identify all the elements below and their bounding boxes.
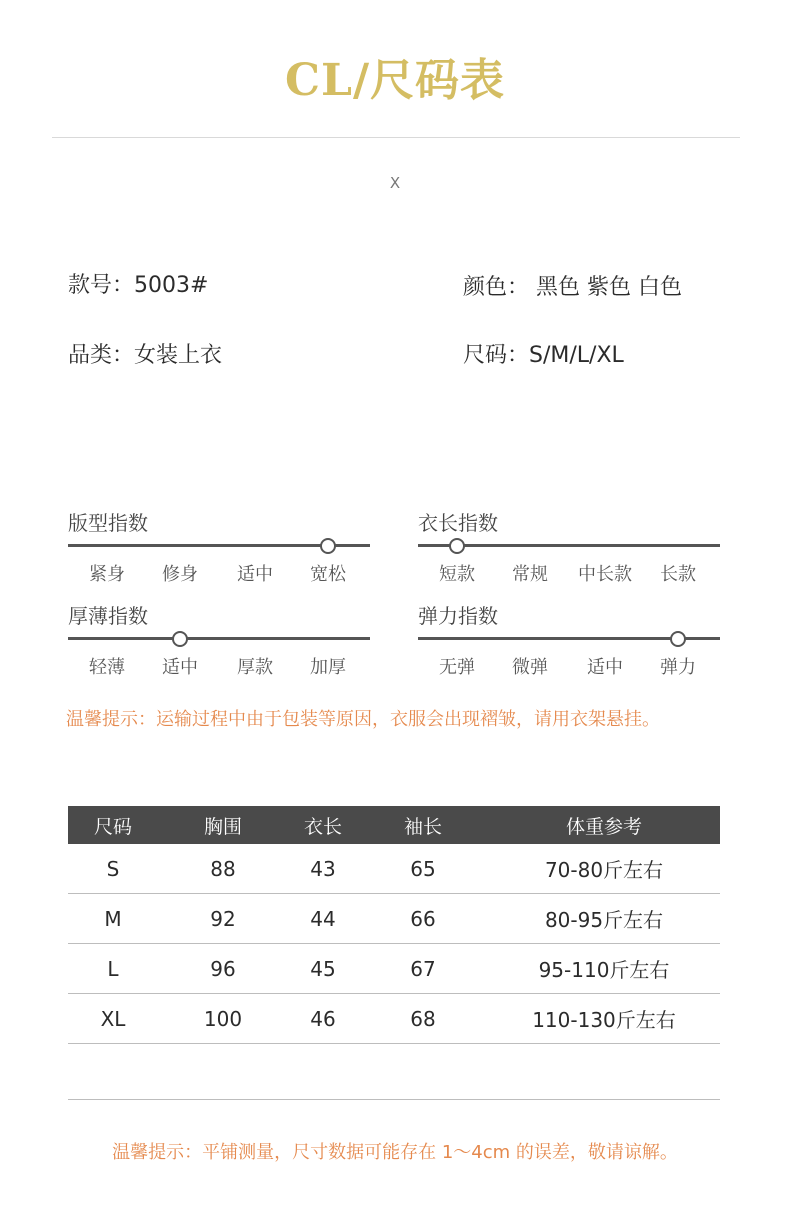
measurement-tip: 温馨提示：平铺测量，尺寸数据可能存在 1～4cm 的误差，敬请谅解。	[112, 1142, 678, 1163]
table-cell: 68	[358, 994, 488, 1044]
table-cell: 110-130斤左右	[488, 994, 720, 1044]
index-label: 适中	[237, 564, 273, 585]
column-header: 袖长	[358, 806, 488, 844]
column-header: 衣长	[288, 806, 358, 844]
table-cell: 70-80斤左右	[488, 844, 720, 894]
index-label: 中长款	[578, 564, 632, 585]
index-label: 适中	[162, 657, 198, 678]
index-label: 无弹	[439, 657, 475, 678]
table-cell: 44	[288, 894, 358, 944]
index-name: 厚薄指数	[68, 604, 148, 628]
index-label: 微弹	[512, 657, 548, 678]
column-header: 尺码	[68, 806, 158, 844]
index-label: 短款	[439, 564, 475, 585]
table-row	[68, 994, 720, 1044]
index-label: 轻薄	[89, 657, 125, 678]
index-marker	[670, 631, 686, 647]
product-category: 品类：女装上衣	[68, 343, 223, 368]
index-marker	[172, 631, 188, 647]
table-row	[68, 944, 720, 994]
table-row	[68, 894, 720, 944]
index-label: 加厚	[310, 657, 346, 678]
style-number: 款号：5003#	[68, 273, 209, 298]
table-row	[68, 844, 720, 894]
color-options: 颜色： 黑色 紫色 白色	[463, 275, 682, 300]
table-cell: 92	[158, 894, 288, 944]
bottom-divider	[68, 1099, 720, 1100]
index-name: 衣长指数	[418, 511, 498, 535]
table-cell: L	[68, 944, 158, 994]
table-cell: 67	[358, 944, 488, 994]
table-cell: 65	[358, 844, 488, 894]
index-marker	[320, 538, 336, 554]
index-label: 紧身	[89, 564, 125, 585]
page-title: CL/尺码表	[284, 55, 506, 106]
index-label: 宽松	[310, 564, 346, 585]
close-icon[interactable]: X	[389, 174, 401, 192]
table-cell: 46	[288, 994, 358, 1044]
table-cell: XL	[68, 994, 158, 1044]
index-label: 常规	[512, 564, 548, 585]
column-header: 胸围	[158, 806, 288, 844]
index-name: 弹力指数	[418, 604, 498, 628]
column-header: 体重参考	[488, 806, 720, 844]
title-divider	[52, 137, 740, 138]
index-label: 修身	[162, 564, 198, 585]
size-chart-table	[68, 806, 720, 1044]
shipping-tip: 温馨提示：运输过程中由于包装等原因，衣服会出现褶皱，请用衣架悬挂。	[66, 709, 660, 730]
index-track	[68, 637, 370, 640]
table-cell: S	[68, 844, 158, 894]
index-name: 版型指数	[68, 511, 148, 535]
table-cell: M	[68, 894, 158, 944]
size-range: 尺码：S/M/L/XL	[463, 343, 624, 368]
table-cell: 43	[288, 844, 358, 894]
index-marker	[449, 538, 465, 554]
table-cell: 88	[158, 844, 288, 894]
index-label: 长款	[660, 564, 696, 585]
index-label: 适中	[587, 657, 623, 678]
table-cell: 100	[158, 994, 288, 1044]
table-header-row	[68, 806, 720, 844]
index-label: 弹力	[660, 657, 696, 678]
table-cell: 66	[358, 894, 488, 944]
table-cell: 45	[288, 944, 358, 994]
table-cell: 96	[158, 944, 288, 994]
table-cell: 80-95斤左右	[488, 894, 720, 944]
table-cell: 95-110斤左右	[488, 944, 720, 994]
index-label: 厚款	[237, 657, 273, 678]
